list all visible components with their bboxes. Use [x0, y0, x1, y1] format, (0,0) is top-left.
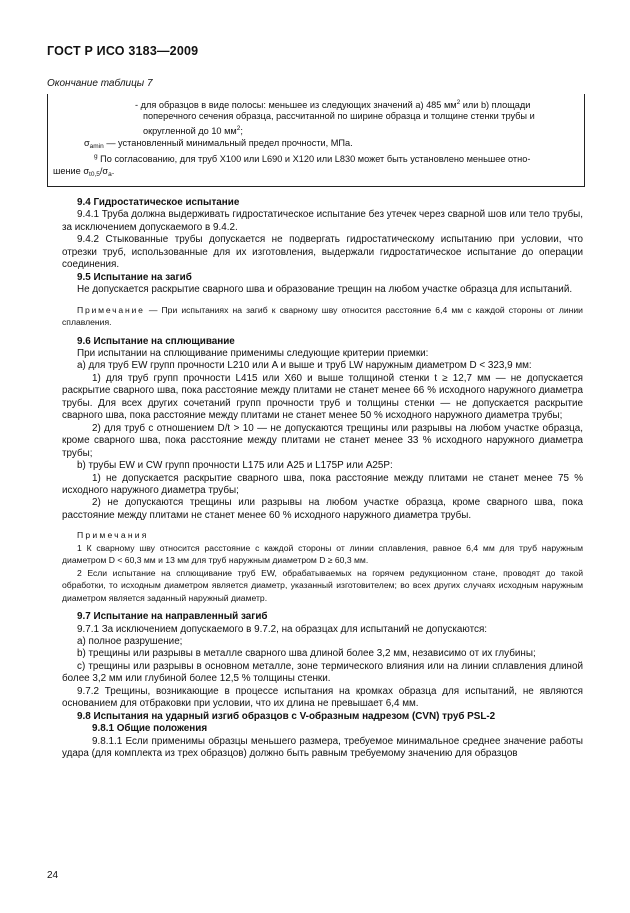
table-7-end	[47, 94, 585, 187]
notes-9-6-heading: Примечания	[77, 530, 149, 541]
paragraph-9-7-2: 9.7.2 Трещины, возникающие в процессе испытания на кромках образца для испытаний, не являются основанием для отбраковки при условии, что их длина не превышает 6,4 мм.	[62, 685, 583, 710]
list-item-9-6-b: b) трубы EW и CW групп прочности L175 или A25 и L175P или A25P:	[77, 460, 393, 472]
page-number: 24	[47, 870, 59, 881]
list-item-9-7-1-b: b) трещины или разрывы в металле сварного шва длиной более 3,2 мм, независимо от их глубины;	[77, 648, 536, 660]
list-item-9-6-a-2: 2) для труб с отношением D/t > 10 — не допускаются трещины или разрывы на любом участке образца, кроме сварного шва, пока расстояние между плитами не станет менее 33 % исходного наружного диаметра трубы;	[62, 422, 583, 459]
paragraph-9-7-1: 9.7.1 За исключением допускаемого в 9.7.2, на образцах для испытаний не допускаются:	[77, 623, 488, 635]
section-9-6-heading: 9.6 Испытание на сплющивание	[77, 335, 235, 347]
note-9-6-2: 2 Если испытание на сплющивание труб EW, обрабатываемых на горячем редукционном стане, проводят до такой обработки, то исходным диаметром является диаметр, указанный изготовителем; во всех других случаях исходным наружным диаметром является заданный наружный диаметр.	[62, 567, 583, 603]
table-line-2: поперечного сечения образца, рассчитанной по ширине образца и толщине стенки трубы и	[143, 111, 535, 121]
paragraph-9-5: Не допускается раскрытие сварного шва и образование трещин на любом участке образца для испытаний.	[77, 284, 573, 296]
document-header: ГОСТ Р ИСО 3183—2009	[47, 44, 199, 58]
table-line-3: округленной до 10 $мм^2$;	[143, 125, 243, 136]
table-line-4: $\sigma_{amin}$ — установленный минимальный предел прочности, МПа.	[84, 138, 353, 150]
section-9-7-heading: 9.7 Испытание на направленный загиб	[77, 611, 268, 623]
main-text	[62, 197, 583, 760]
note-9-6-1: 1 К сварному шву относится расстояние с каждой стороны от линии сплавления, равное 6,4 мм для труб наружным диаметром D < 60,3 мм и 13 мм для труб наружным диаметром D ≥ 60,3 мм.	[62, 542, 583, 566]
section-9-4-heading: 9.4 Гидростатическое испытание	[77, 197, 240, 208]
list-item-9-7-1-c: c) трещины или разрывы в основном металле, зоне термического влияния или на линии сплавления длиной более 3,2 мм или глубиной более 12,5 % толщины стенки.	[62, 660, 583, 685]
section-9-5-heading: 9.5 Испытание на загиб	[77, 271, 192, 283]
paragraph-9-4-2: 9.4.2 Стыкованные трубы допускается не подвергать гидростатическому испытанию при условии, что отрезки труб, использованные для их изготовления, выдержали гидростатическое испытание до операции соединения.	[62, 234, 583, 271]
paragraph-9-8-1-1: 9.8.1.1 Если применимы образцы меньшего размера, требуемое минимальное среднее значение работы удара (для комплекта из трех образцов) должно быть равным требуемому значению для образцов	[62, 735, 583, 760]
table-continuation-title: Окончание таблицы 7	[47, 78, 153, 89]
list-item-9-6-a-1: 1) для труб групп прочности L415 или X60 и выше толщиной стенки t ≥ 12,7 мм — не допускается раскрытие сварного шва, пока расстояние между плитами не станет менее 66 % исходного наружного диаметра трубы. Для всех других сочетаний групп прочности труб и толщины стенки — не допускается раскрытие сварного шва, пока расстояние между плитами не станет менее 50 % исходного наружного диаметра трубы;	[62, 372, 583, 422]
note-9-5: Примечание — При испытаниях на загиб к сварному шву относится расстояние 6,4 мм с каждой стороны от линии сплавления.	[62, 304, 583, 328]
list-item-9-6-b-2: 2) не допускаются трещины или разрывы на любом участке образца, кроме сварного шва, пока расстояние между плитами не станет менее 60 % исходного наружного диаметра трубы.	[62, 497, 583, 521]
table-line-1: - для образцов в виде полосы: меньшее из следующих значений a) 485 $мм^2$ или b) площади	[135, 99, 531, 110]
list-item-9-6-b-1: 1) не допускается раскрытие сварного шва, пока расстояние между плитами не станет менее 75 % исходного наружного диаметра трубы;	[62, 472, 583, 496]
list-item-9-6-a: a) для труб EW групп прочности L210 или A и выше и труб LW наружным диаметром D < 323,9 мм:	[77, 360, 532, 372]
section-9-8-heading: 9.8 Испытания на ударный изгиб образцов с V-образным надрезом (CVN) труб PSL-2	[77, 710, 496, 722]
list-item-9-7-1-a: a) полное разрушение;	[77, 635, 183, 647]
table-footnote-g-cont: шение $\sigma_{t0,5}/\sigma_a$.	[53, 166, 115, 178]
table-footnote-g: $^g$ По согласованию, для труб X100 или L690 и X120 или L830 может быть установлено меньшее отно-	[94, 153, 531, 164]
paragraph-9-4-1: 9.4.1 Труба должна выдерживать гидростатическое испытание без утечек через сварной шов или тело трубы, за исключением допускаемого в 9.4.2.	[62, 209, 583, 233]
paragraph-9-6-intro: При испытании на сплющивание применимы следующие критерии приемки:	[77, 347, 429, 359]
section-9-8-1-heading: 9.8.1 Общие положения	[92, 723, 208, 735]
